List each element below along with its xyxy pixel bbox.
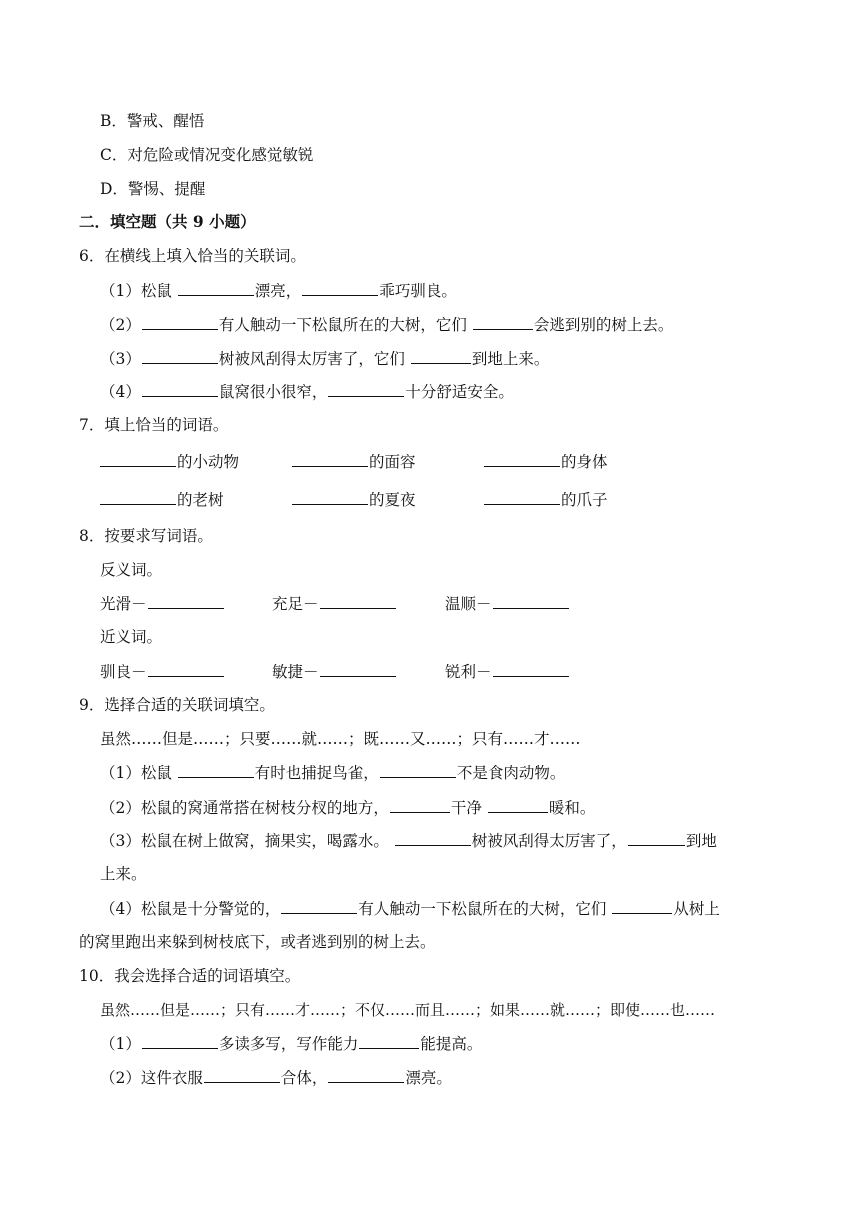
- blank[interactable]: [178, 280, 254, 296]
- antonym-cell: 充足－: [272, 593, 397, 614]
- blank[interactable]: [142, 314, 218, 330]
- q10-stem: 10．我会选择合适的词语填空。: [79, 967, 301, 985]
- q6-item-3: （3） 树被风刮得太厉害了，它们 到地上来。: [100, 350, 550, 368]
- q7-cell: 的身体: [483, 451, 608, 472]
- section-title: 二．填空题（共 9 小题）: [79, 212, 256, 231]
- blank[interactable]: [148, 593, 224, 609]
- q6-item-2: （2） 有人触动一下松鼠所在的大树，它们 会逃到别的树上去。: [100, 316, 674, 334]
- q9-item-1: （1）松鼠 有时也捕捉鸟雀， 不是食肉动物。: [100, 764, 566, 782]
- blank[interactable]: [628, 830, 685, 846]
- blank[interactable]: [302, 280, 378, 296]
- q9-item-3-cont: 上来。: [100, 865, 147, 883]
- blank[interactable]: [328, 1067, 404, 1083]
- blank[interactable]: [359, 1033, 419, 1049]
- synonym-cell: 敏捷－: [272, 661, 397, 682]
- blank[interactable]: [411, 348, 471, 364]
- blank[interactable]: [320, 661, 396, 677]
- option-c: C．对危险或情况变化感觉敏锐: [100, 146, 314, 164]
- blank[interactable]: [320, 593, 396, 609]
- q9-item-4-cont: 的窝里跑出来躲到树枝底下，或者逃到别的树上去。: [79, 933, 436, 951]
- q9-item-3: （3）松鼠在树上做窝，摘果实，喝露水。 树被风刮得太厉害了， 到地: [100, 832, 717, 850]
- q7-cell: 的爪子: [483, 489, 608, 510]
- antonym-label: 反义词。: [100, 561, 163, 579]
- q7-cell: 的面容: [291, 451, 416, 472]
- blank[interactable]: [488, 797, 548, 813]
- q9-choices: 虽然……但是……；只要……就……；既……又……；只有……才……: [100, 730, 581, 748]
- blank[interactable]: [178, 762, 254, 778]
- q7-stem: 7．填上恰当的词语。: [79, 416, 229, 434]
- blank[interactable]: [328, 381, 404, 397]
- q6-item-4: （4） 鼠窝很小很窄， 十分舒适安全。: [100, 383, 514, 401]
- synonym-cell: 驯良－: [100, 661, 225, 682]
- blank[interactable]: [390, 797, 450, 813]
- blank[interactable]: [473, 314, 533, 330]
- q10-item-2: （2）这件衣服 合体， 漂亮。: [100, 1069, 452, 1087]
- q9-item-4: （4）松鼠是十分警觉的， 有人触动一下松鼠所在的大树，它们 从树上: [100, 900, 720, 918]
- synonym-cell: 锐利－: [445, 661, 570, 682]
- blank[interactable]: [612, 898, 672, 914]
- q10-choices: 虽然……但是……；只有……才……；不仅……而且……；如果……就……；即使……也……: [100, 1001, 716, 1019]
- q9-item-2: （2）松鼠的窝通常搭在树枝分杈的地方， 干净 暖和。: [100, 799, 596, 817]
- option-b: B．警戒、醒悟: [100, 112, 205, 130]
- blank[interactable]: [292, 489, 368, 505]
- antonym-cell: 光滑－: [100, 593, 225, 614]
- antonym-cell: 温顺－: [445, 593, 570, 614]
- synonym-label: 近义词。: [100, 628, 163, 646]
- blank[interactable]: [204, 1067, 280, 1083]
- blank[interactable]: [281, 898, 357, 914]
- q7-cell: 的小动物: [99, 451, 239, 472]
- blank[interactable]: [142, 381, 218, 397]
- q9-stem: 9．选择合适的关联词填空。: [79, 696, 275, 714]
- blank[interactable]: [292, 451, 368, 467]
- option-d: D．警惕、提醒: [100, 180, 206, 198]
- blank[interactable]: [100, 489, 176, 505]
- blank[interactable]: [484, 451, 560, 467]
- blank[interactable]: [380, 762, 456, 778]
- blank[interactable]: [493, 593, 569, 609]
- blank[interactable]: [100, 451, 176, 467]
- blank[interactable]: [142, 348, 218, 364]
- blank[interactable]: [148, 661, 224, 677]
- blank[interactable]: [493, 661, 569, 677]
- q7-cell: 的老树: [99, 489, 224, 510]
- q7-cell: 的夏夜: [291, 489, 416, 510]
- blank[interactable]: [142, 1033, 218, 1049]
- blank[interactable]: [395, 830, 471, 846]
- blank[interactable]: [484, 489, 560, 505]
- q6-item-1: （1）松鼠 漂亮， 乖巧驯良。: [100, 282, 457, 300]
- q6-stem: 6．在横线上填入恰当的关联词。: [79, 247, 306, 265]
- q8-stem: 8．按要求写词语。: [79, 527, 213, 545]
- q10-item-1: （1） 多读多写，写作能力 能提高。: [100, 1035, 483, 1053]
